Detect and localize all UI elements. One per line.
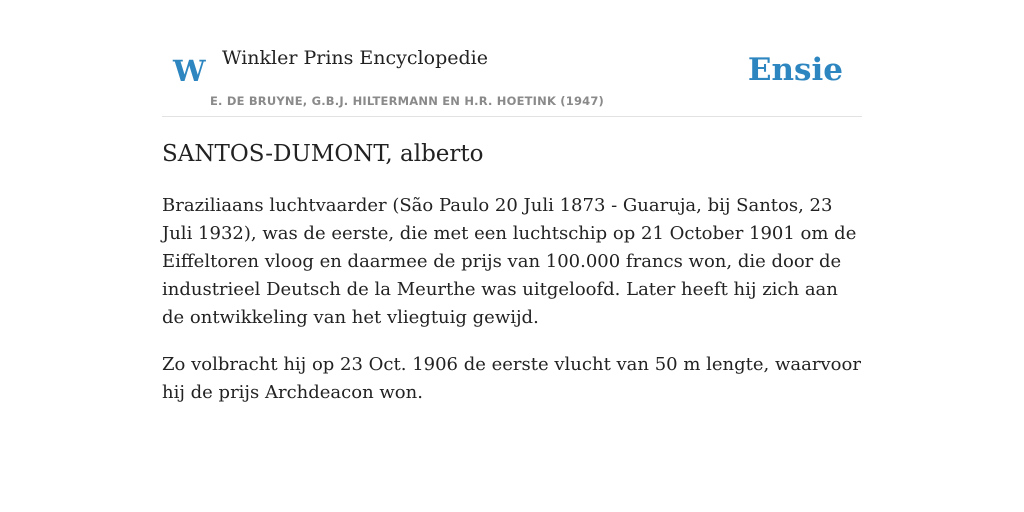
entry-body	[162, 192, 862, 426]
publication-header	[162, 0, 862, 117]
ensie-logo[interactable]: Ensie	[747, 52, 843, 88]
publication-authors: E. DE BRUYNE, G.B.J. HILTERMANN EN H.R. HOETINK (1947)	[210, 94, 605, 108]
entry-paragraph: Zo volbracht hij op 23 Oct. 1906 de eerste vlucht van 50 m lengte, waarvoor hij de prijs Archdeacon won.	[162, 354, 861, 403]
entry-title: SANTOS-DUMONT, alberto	[162, 141, 484, 167]
entry-paragraph: Braziliaans luchtvaarder (São Paulo 20 Juli 1873 - Guaruja, bij Santos, 23 Juli 1932), was de eerste, die met een luchtschip op 21 October 1901 om de Eiffeltoren vloog en daarmee de prijs van 100.000 francs won, die door de industrieel Deutsch de la Meurthe was uitgeloofd. Later heeft hij zich aan de ontwikkeling van het vliegtuig gewijd.	[162, 195, 857, 328]
publication-logo[interactable]: W	[173, 54, 206, 88]
publication-title[interactable]: Winkler Prins Encyclopedie	[222, 47, 488, 69]
